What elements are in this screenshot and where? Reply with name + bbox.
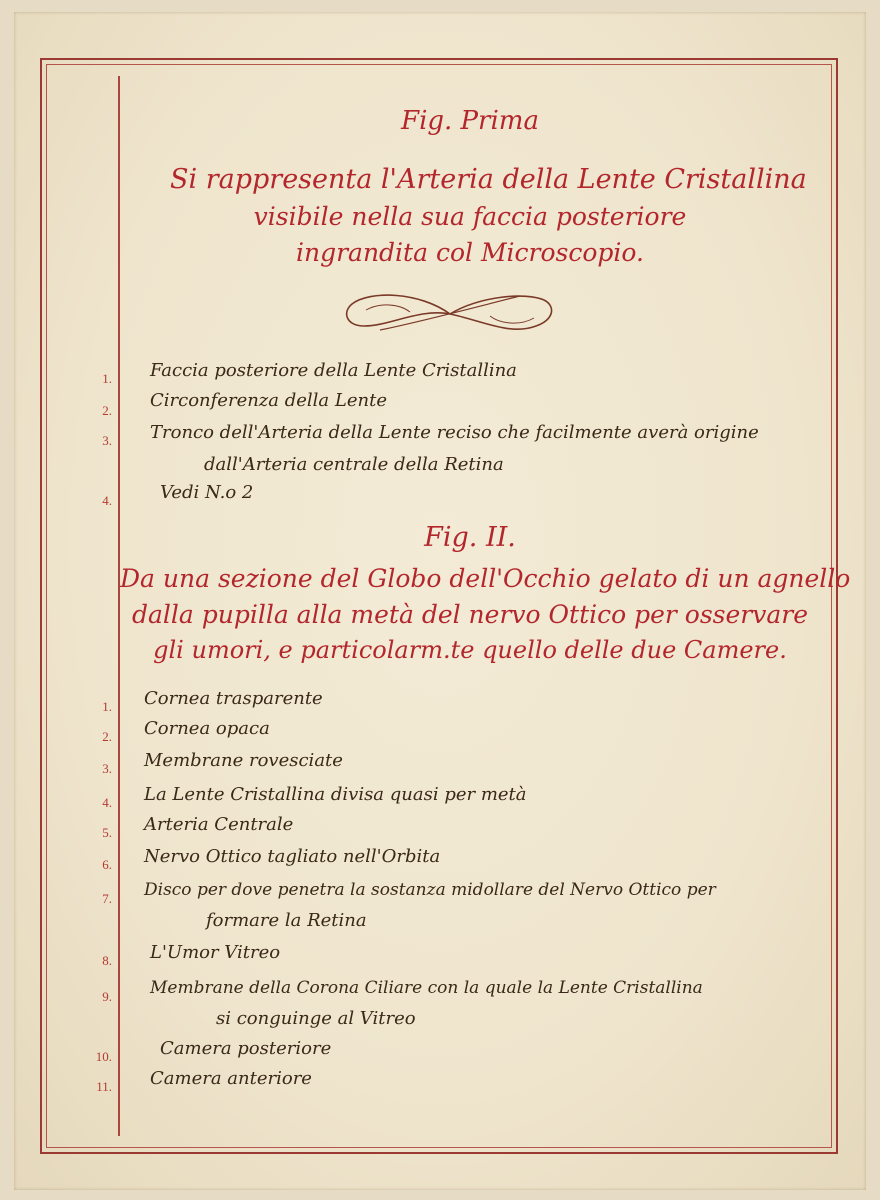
- item-number: 2.: [102, 729, 112, 744]
- legend-item: Vedi N.o 2: [160, 482, 254, 503]
- fig1-title-line: visibile nella sua faccia posteriore: [253, 202, 687, 231]
- legend-item: Circonferenza della Lente: [150, 390, 387, 411]
- item-number: 9.: [102, 989, 112, 1004]
- fig1-heading: Fig. Prima: [401, 106, 539, 136]
- item-number: 1.: [102, 371, 112, 386]
- legend-item: Nervo Ottico tagliato nell'Orbita: [144, 846, 441, 867]
- fig1-title-line: ingrandita col Microscopio.: [296, 238, 644, 267]
- legend-item: Disco per dove penetra la sostanza midollare del Nervo Ottico per: [144, 880, 716, 900]
- item-number: 10.: [95, 1049, 112, 1064]
- item-number: 1.: [102, 699, 112, 714]
- legend-item: Arteria Centrale: [144, 814, 294, 835]
- item-number: 7.: [102, 891, 112, 906]
- legend-item: Cornea trasparente: [144, 688, 323, 709]
- legend-item: Cornea opaca: [144, 718, 270, 739]
- item-number: 2.: [102, 403, 112, 418]
- legend-item-continuation: si conguinge al Vitreo: [216, 1008, 416, 1029]
- item-number: 4.: [102, 795, 112, 810]
- fig1-title-line: Si rappresenta l'Arteria della Lente Cristallina: [170, 164, 807, 195]
- item-number: 3.: [102, 433, 112, 448]
- fig2-title-line: dalla pupilla alla metà del nervo Ottico per osservare: [131, 600, 809, 629]
- item-number: 6.: [102, 857, 112, 872]
- item-number: 11.: [96, 1079, 112, 1094]
- legend-item-continuation: dall'Arteria centrale della Retina: [204, 454, 504, 475]
- item-number: 5.: [102, 825, 112, 840]
- legend-item: Membrane rovesciate: [144, 750, 343, 771]
- legend-item: Camera posteriore: [160, 1038, 332, 1059]
- item-number: 4.: [102, 493, 112, 508]
- item-number: 8.: [102, 953, 112, 968]
- legend-item: Tronco dell'Arteria della Lente reciso che facilmente averà origine: [150, 422, 759, 443]
- legend-item: Membrane della Corona Ciliare con la quale la Lente Cristallina: [150, 978, 703, 998]
- legend-item-continuation: formare la Retina: [206, 910, 367, 931]
- fig2-title-line: gli umori, e particolarm.te quello delle due Camere.: [153, 636, 787, 664]
- fig2-heading: Fig. II.: [424, 522, 516, 553]
- legend-item: L'Umor Vitreo: [150, 942, 281, 963]
- item-number: 3.: [102, 761, 112, 776]
- flourish-ornament: [340, 286, 560, 342]
- legend-item: Camera anteriore: [150, 1068, 312, 1089]
- legend-item: Faccia posteriore della Lente Cristallina: [150, 360, 517, 381]
- legend-item: La Lente Cristallina divisa quasi per metà: [144, 784, 527, 805]
- fig2-title-line: Da una sezione del Globo dell'Occhio gelato di un agnello: [120, 564, 851, 593]
